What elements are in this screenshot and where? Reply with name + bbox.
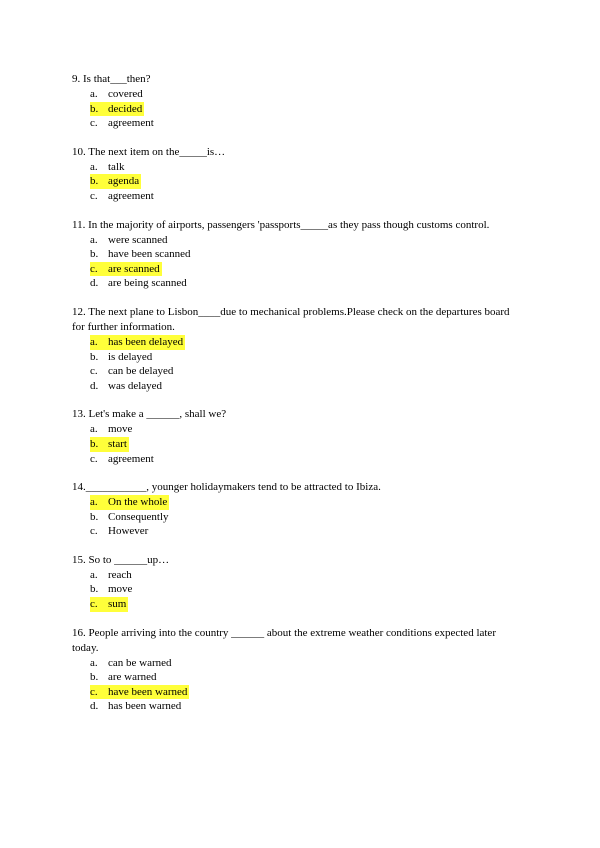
option-b — [72, 582, 522, 597]
option-text: are warned — [108, 671, 157, 684]
option-text: agreement — [108, 117, 154, 130]
option-b — [72, 247, 522, 262]
option-c — [72, 364, 522, 379]
question-14 — [72, 480, 522, 539]
option-letter: b. — [90, 583, 99, 596]
option-text: sum — [108, 598, 127, 611]
options-list — [72, 160, 522, 204]
option-letter: b. — [90, 102, 108, 117]
option-text: move — [108, 423, 133, 436]
option-text: decided — [108, 102, 143, 115]
option-letter: a. — [90, 233, 98, 246]
option-text: move — [108, 583, 133, 596]
option-text: agreement — [108, 452, 154, 465]
option-letter: b. — [90, 437, 108, 452]
option-text: start — [108, 437, 127, 450]
option-letter: c. — [90, 117, 98, 130]
option-letter: c. — [90, 525, 98, 538]
question-text: 12. The next plane to Lisbon____due to mechanical problems.Please check on the departures board for further information. — [72, 305, 510, 333]
option-text: have been warned — [108, 685, 188, 698]
option-letter: c. — [90, 365, 98, 378]
question-16 — [72, 626, 522, 714]
option-b — [72, 510, 522, 525]
option-c-highlighted — [72, 685, 522, 700]
option-text: can be warned — [108, 656, 172, 669]
question-list — [72, 72, 522, 728]
option-text: agenda — [108, 175, 140, 188]
option-a — [72, 160, 522, 175]
question-text: 14.___________, younger holidaymakers tend to be attracted to Ibiza. — [72, 481, 381, 494]
option-text: has been delayed — [108, 335, 184, 348]
option-text: Consequently — [108, 510, 169, 523]
question-13 — [72, 407, 522, 466]
option-letter: a. — [90, 88, 98, 100]
option-letter: c. — [90, 452, 98, 465]
option-text: have been scanned — [108, 248, 191, 261]
question-12 — [72, 305, 522, 393]
option-letter: a. — [90, 160, 98, 173]
options-list — [72, 87, 522, 131]
option-letter: a. — [90, 423, 98, 436]
option-letter: a. — [90, 656, 98, 669]
option-a — [72, 656, 522, 671]
question-15 — [72, 553, 522, 612]
option-b — [72, 670, 522, 685]
option-c — [72, 116, 522, 131]
option-text: are being scanned — [108, 277, 187, 290]
options-list — [72, 335, 522, 393]
option-text: was delayed — [108, 379, 163, 392]
option-letter: b. — [90, 510, 99, 523]
question-11 — [72, 218, 522, 291]
options-list — [72, 656, 522, 714]
option-text: has been warned — [108, 700, 182, 713]
option-letter: a. — [90, 568, 98, 581]
options-list — [72, 422, 522, 466]
options-list — [72, 495, 522, 539]
question-9 — [72, 72, 522, 131]
options-list — [72, 568, 522, 612]
option-letter: b. — [90, 174, 108, 189]
option-d — [72, 699, 522, 714]
option-text: However — [108, 525, 149, 538]
option-c-highlighted — [72, 597, 522, 612]
option-a — [72, 233, 522, 248]
option-letter: d. — [90, 379, 99, 392]
option-letter: a. — [90, 495, 108, 510]
option-letter: b. — [90, 248, 99, 261]
option-letter: c. — [90, 189, 98, 202]
options-list — [72, 233, 522, 291]
question-text: 9. Is that___then? — [72, 73, 151, 85]
option-letter: c. — [90, 597, 108, 612]
question-text: 10. The next item on the_____is… — [72, 145, 226, 158]
option-letter: d. — [90, 277, 99, 290]
option-a — [72, 422, 522, 437]
option-text: talk — [108, 160, 125, 173]
question-text: 13. Let's make a ______, shall we? — [72, 408, 227, 421]
option-c-highlighted — [72, 262, 522, 277]
option-letter: b. — [90, 671, 99, 684]
question-text: 16. People arriving into the country ______ about the extreme weather conditions expected later today. — [72, 626, 496, 654]
option-letter: c. — [90, 685, 108, 700]
question-text: 15. So to ______up… — [72, 553, 170, 566]
option-letter: c. — [90, 262, 108, 277]
question-text: 11. In the majority of airports, passengers 'passports_____as they pass though customs control. — [72, 218, 490, 231]
option-text: covered — [108, 88, 143, 100]
option-text: On the whole — [108, 496, 168, 509]
option-d — [72, 379, 522, 394]
option-c — [72, 452, 522, 467]
option-b — [72, 350, 522, 365]
option-letter: d. — [90, 700, 99, 713]
option-a — [72, 87, 522, 102]
option-text: are scanned — [108, 262, 160, 275]
option-text: is delayed — [108, 350, 153, 363]
option-b-highlighted — [72, 437, 522, 452]
option-letter: a. — [90, 335, 108, 350]
option-d — [72, 276, 522, 291]
option-text: were scanned — [108, 233, 168, 246]
option-b-highlighted — [72, 174, 522, 189]
option-b-highlighted — [72, 102, 522, 117]
option-text: can be delayed — [108, 365, 174, 378]
option-text: agreement — [108, 189, 154, 202]
option-c — [72, 524, 522, 539]
option-letter: b. — [90, 350, 99, 363]
option-a-highlighted — [72, 495, 522, 510]
option-a — [72, 568, 522, 583]
question-10 — [72, 145, 522, 204]
option-text: reach — [108, 568, 132, 581]
option-c — [72, 189, 522, 204]
option-a-highlighted — [72, 335, 522, 350]
